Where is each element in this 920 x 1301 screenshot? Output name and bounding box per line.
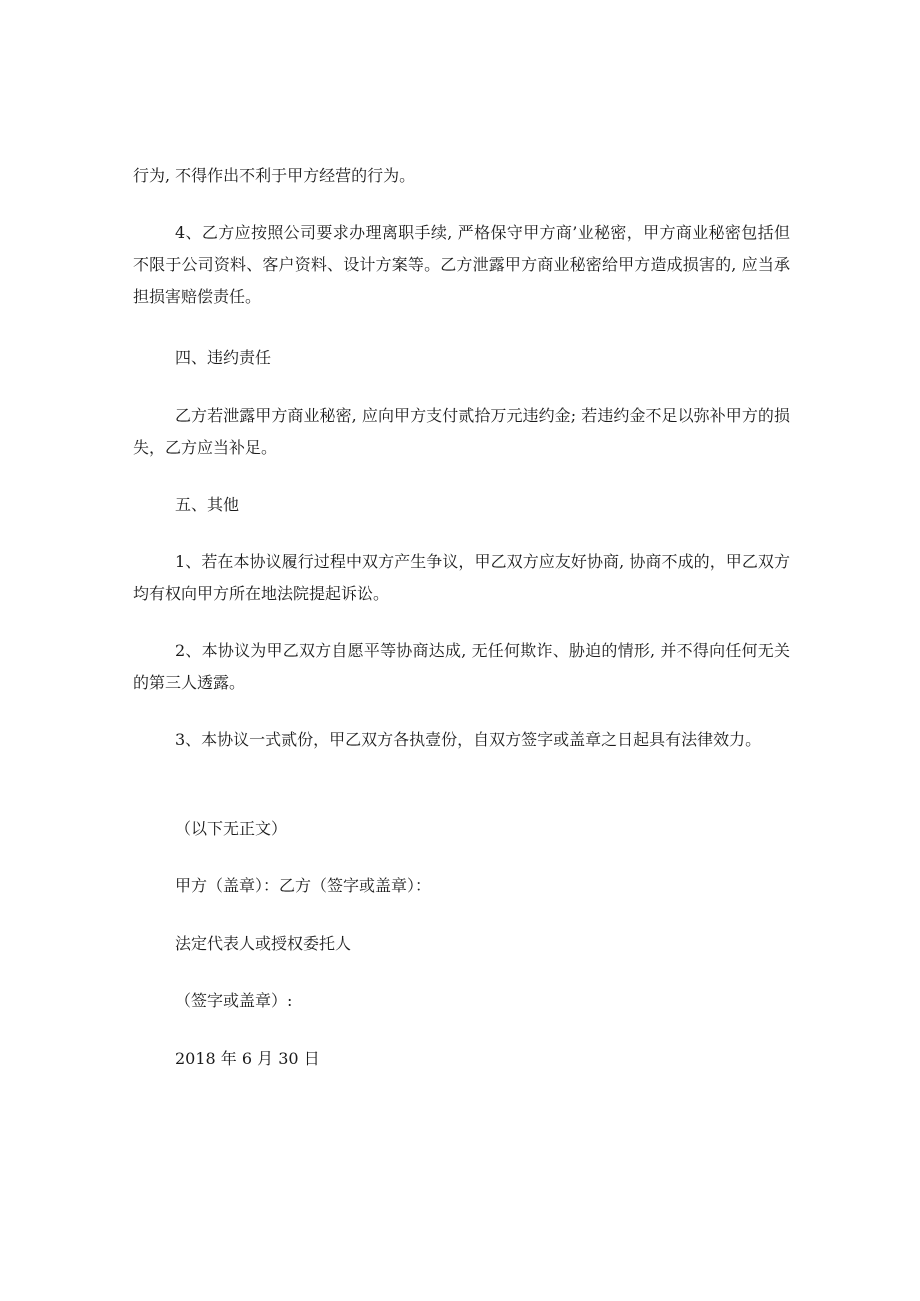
party-signature-line: 甲方（盖章）：乙方（签字或盖章）： — [175, 876, 432, 895]
paragraph-other-2: 2、本协议为甲乙双方自愿平等协商达成, 无任何欺诈、胁迫的情形, 并不得向任何无关的第三人透露。 — [133, 641, 790, 692]
paragraph-breach-liability: 乙方若泄露甲方商业秘密, 应向甲方支付贰拾万元违约金; 若违约金不足以弥补甲方的损失，乙方应当补足。 — [133, 406, 790, 457]
paragraph-other-3: 3、本协议一式贰份，甲乙双方各执壹份，自双方签字或盖章之日起具有法律效力。 — [175, 730, 762, 749]
paragraph-continuation: 行为, 不得作出不利于甲方经营的行为。 — [133, 166, 416, 185]
sign-or-seal-line: （签字或盖章）: — [175, 991, 293, 1010]
paragraph-other-1: 1、若在本协议履行过程中双方产生争议，甲乙双方应友好协商, 协商不成的，甲乙双方均有权向甲方所在地法院提起诉讼。 — [133, 552, 790, 603]
no-more-text-note: （以下无正文） — [175, 819, 288, 838]
signing-date: 2018 年 6 月 30 日 — [175, 1049, 320, 1068]
representative-line: 法定代表人或授权委托人 — [175, 934, 352, 953]
section-heading-other: 五、其他 — [175, 495, 240, 514]
section-heading-breach: 四、违约责任 — [175, 348, 272, 367]
paragraph-clause-4: 4、乙方应按照公司要求办理离职手续, 严格保守甲方商’业秘密，甲方商业秘密包括但不限于公司资料、客户资料、设计方案等。乙方泄露甲方商业秘密给甲方造成损害的, 应当承担损害赔偿责任。 — [133, 223, 790, 306]
